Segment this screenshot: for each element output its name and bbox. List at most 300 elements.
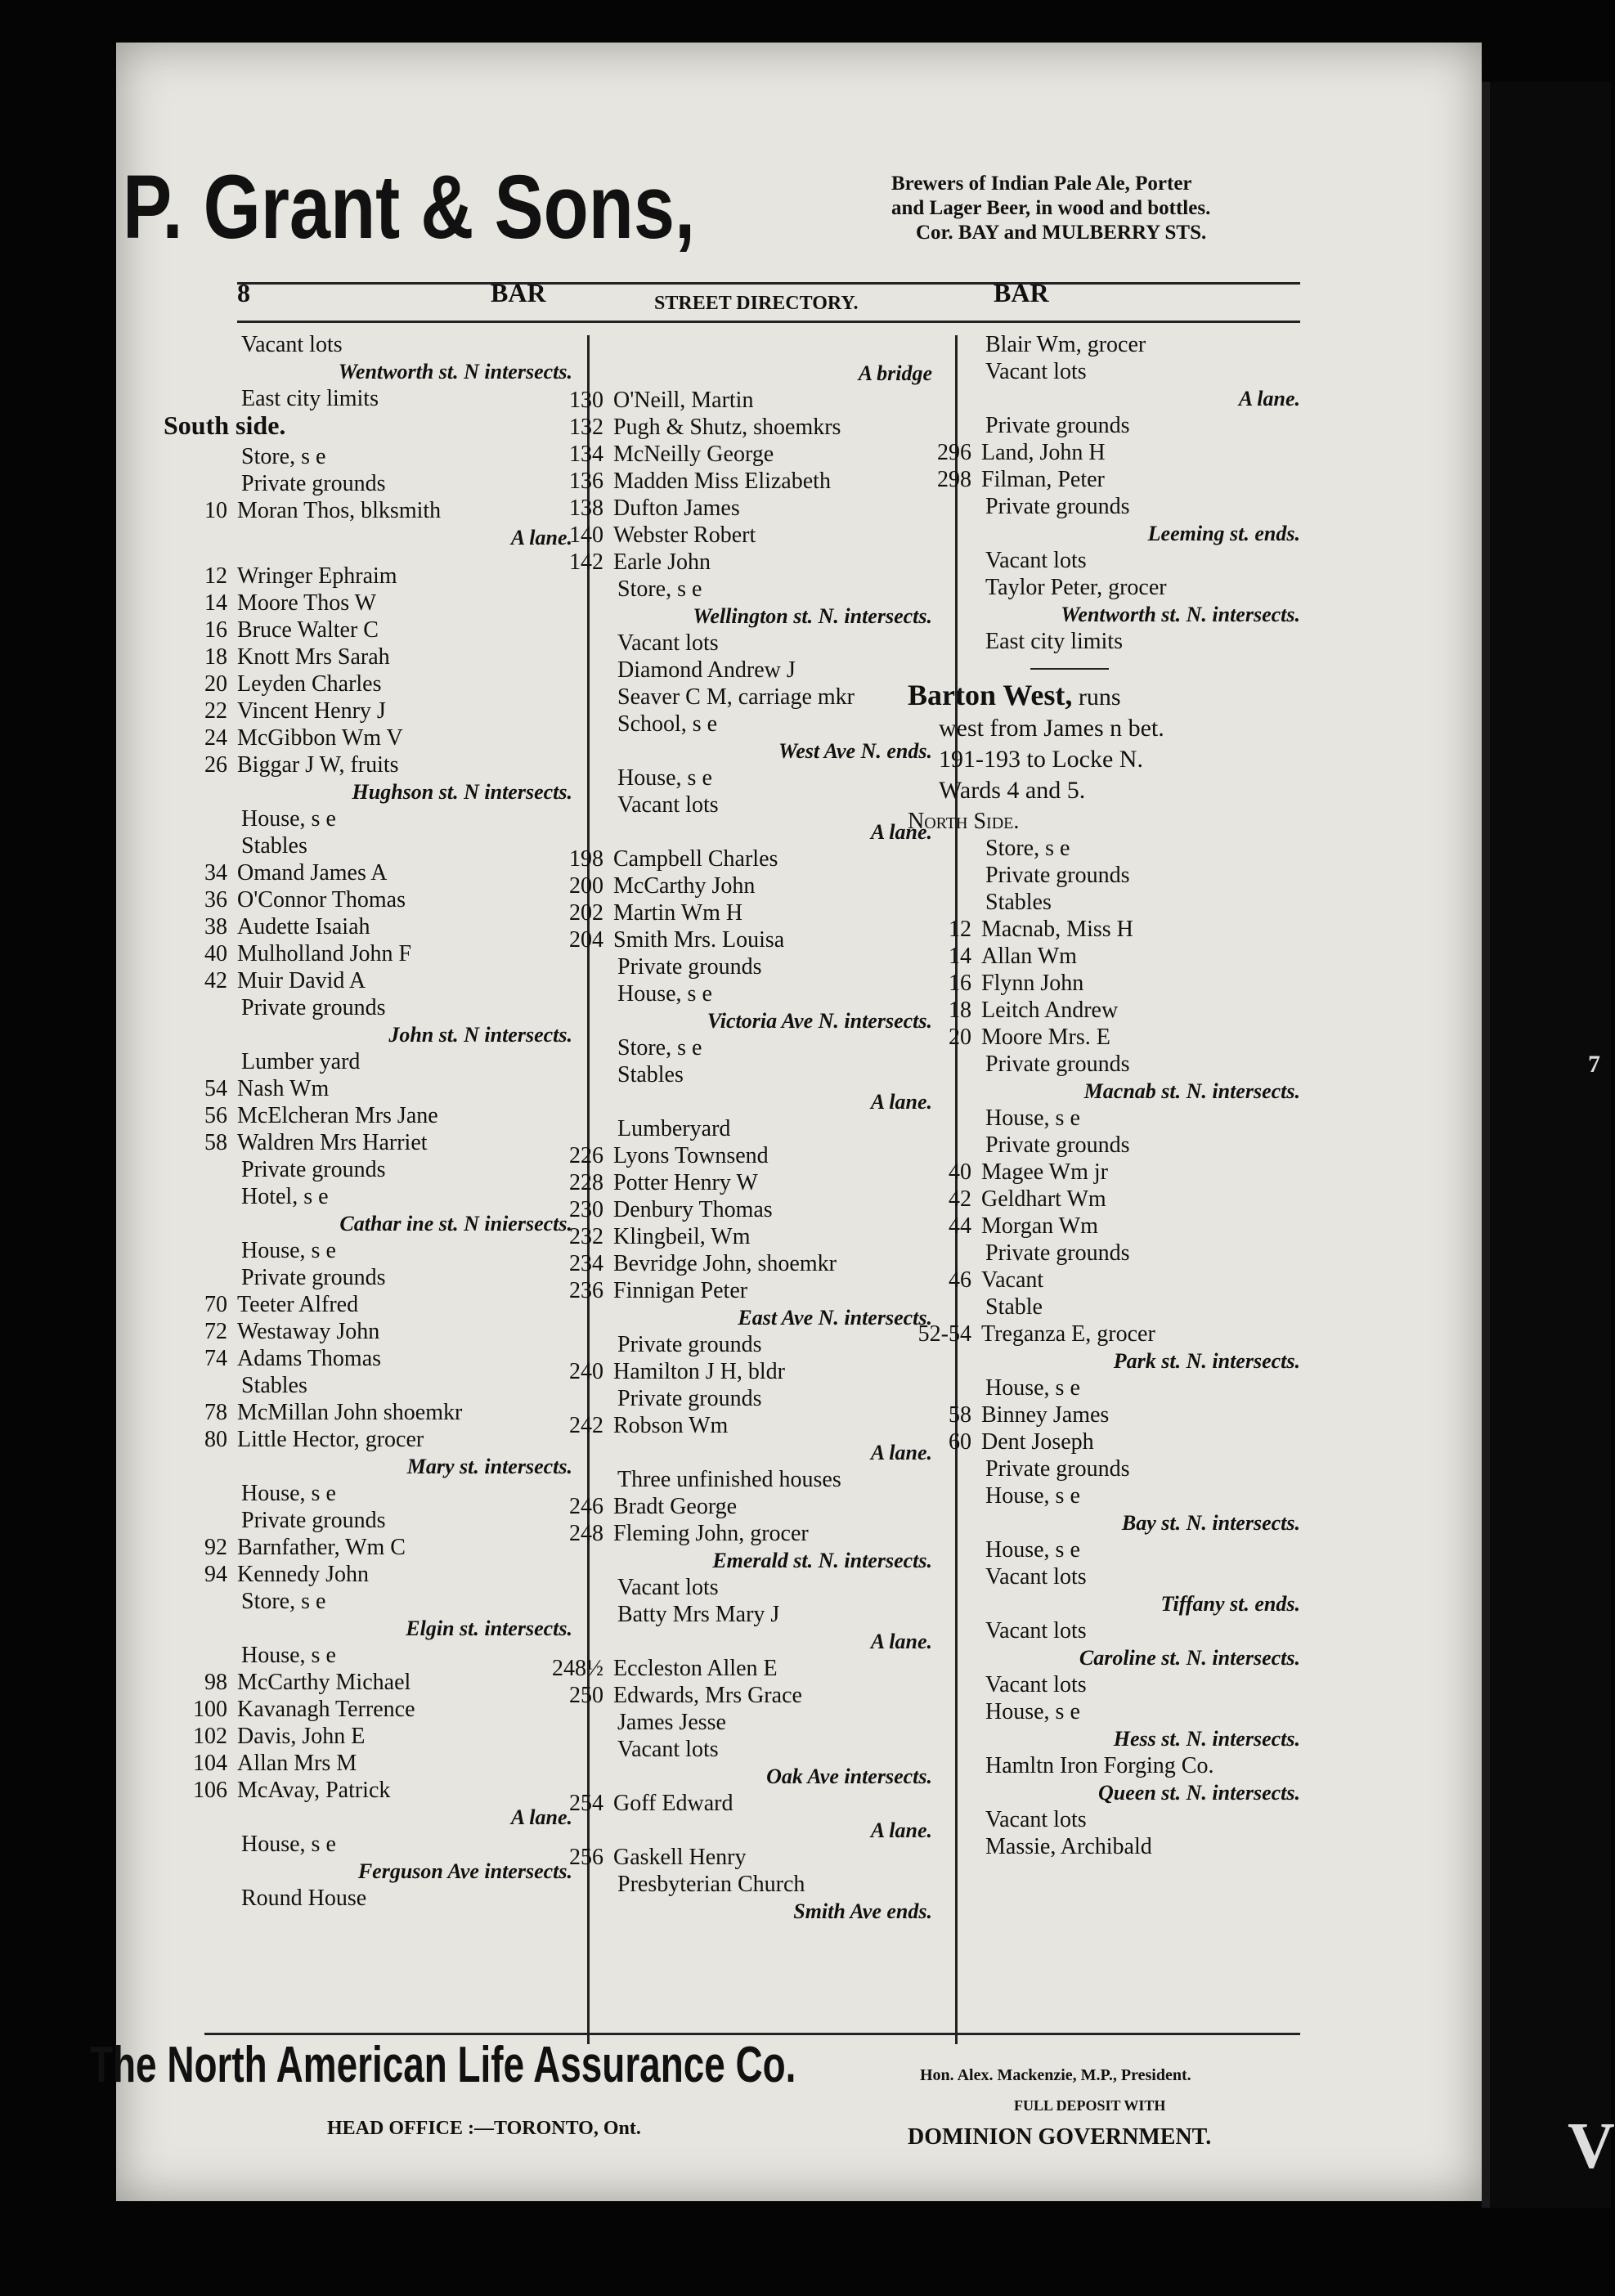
house-number: 234 bbox=[569, 1251, 603, 1276]
cross-street-row bbox=[908, 1779, 1300, 1806]
listing-row bbox=[908, 1051, 1300, 1078]
listing-row bbox=[540, 845, 932, 872]
listing-row bbox=[540, 414, 932, 441]
listing-text: House, s e bbox=[985, 1375, 1080, 1401]
listing-row bbox=[164, 1372, 572, 1399]
cross-street-row bbox=[540, 1088, 932, 1115]
house-number: 74 bbox=[204, 1346, 227, 1371]
cross-street: Wellington st. N. intersects. bbox=[693, 604, 932, 628]
resident-name: Kavanagh Terrence bbox=[237, 1697, 415, 1722]
listing-row bbox=[908, 1105, 1300, 1132]
listing-row bbox=[164, 470, 572, 497]
listing-row bbox=[540, 522, 932, 549]
listing-text: Vacant lots bbox=[985, 1807, 1087, 1832]
house-number: 16 bbox=[949, 971, 971, 996]
listing-text: Stables bbox=[985, 890, 1052, 915]
listing-row bbox=[908, 1240, 1300, 1267]
house-number: 40 bbox=[204, 941, 227, 966]
house-number: 248½ bbox=[552, 1656, 603, 1681]
page-number: 8 bbox=[237, 278, 250, 307]
directory-column-3 bbox=[908, 331, 1300, 1860]
listing-row bbox=[164, 1750, 572, 1777]
listing-row bbox=[540, 1115, 932, 1142]
cross-street: Park st. N. intersects. bbox=[1113, 1349, 1300, 1373]
listing-text: Private grounds bbox=[985, 494, 1130, 519]
listing-row bbox=[164, 1075, 572, 1102]
listing-row bbox=[540, 926, 932, 953]
cross-street-row bbox=[164, 1615, 572, 1642]
house-number: 204 bbox=[569, 927, 603, 953]
resident-name: O'Connor Thomas bbox=[237, 887, 406, 913]
house-number: 228 bbox=[569, 1170, 603, 1195]
resident-name: Westaway John bbox=[237, 1319, 380, 1344]
listing-text: Private grounds bbox=[241, 995, 386, 1020]
listing-row bbox=[908, 628, 1300, 655]
listing-text: Presbyterian Church bbox=[617, 1872, 805, 1897]
listing-row bbox=[908, 1752, 1300, 1779]
listing-row bbox=[540, 468, 932, 495]
listing-text: Stable bbox=[985, 1294, 1043, 1320]
header-rule bbox=[237, 282, 1300, 285]
listing-row bbox=[540, 441, 932, 468]
listing-row bbox=[908, 1374, 1300, 1401]
listing-text: Blair Wm, grocer bbox=[985, 332, 1146, 357]
resident-name: Eccleston Allen E bbox=[613, 1656, 778, 1681]
listing-row bbox=[164, 617, 572, 644]
cross-street: A lane. bbox=[510, 526, 572, 549]
street-name: Barton West, bbox=[908, 679, 1073, 711]
listing-row bbox=[164, 1102, 572, 1129]
house-number: 236 bbox=[569, 1278, 603, 1303]
listing-row bbox=[540, 1466, 932, 1493]
house-number: 12 bbox=[949, 917, 971, 942]
house-number: 36 bbox=[204, 887, 227, 913]
listing-row bbox=[164, 967, 572, 994]
listing-text: Vacant lots bbox=[985, 1618, 1087, 1644]
listing-text: Vacant lots bbox=[241, 332, 343, 357]
resident-name: Kennedy John bbox=[237, 1562, 369, 1587]
resident-name: McGibbon Wm V bbox=[237, 725, 403, 751]
resident-name: Hamilton J H, bldr bbox=[613, 1359, 785, 1384]
house-number: 136 bbox=[569, 469, 603, 494]
cross-street-row bbox=[908, 520, 1300, 547]
listing-row bbox=[540, 953, 932, 980]
listing-row bbox=[540, 872, 932, 899]
house-number: 58 bbox=[204, 1130, 227, 1155]
house-number: 256 bbox=[569, 1845, 603, 1870]
listing-row bbox=[540, 1358, 932, 1385]
cross-street-row bbox=[908, 1590, 1300, 1617]
listing-row bbox=[908, 1536, 1300, 1563]
listing-row bbox=[908, 1132, 1300, 1159]
resident-name: Finnigan Peter bbox=[613, 1278, 748, 1303]
house-number: 38 bbox=[204, 914, 227, 939]
cross-street-row bbox=[540, 1763, 932, 1790]
listing-row bbox=[164, 1669, 572, 1696]
cross-street-row bbox=[540, 603, 932, 630]
listing-text: House, s e bbox=[241, 1832, 336, 1857]
street-description: west from James n bet. bbox=[939, 715, 1164, 742]
listing-row bbox=[540, 1412, 932, 1439]
resident-name: Teeter Alfred bbox=[237, 1292, 359, 1317]
listing-row bbox=[908, 466, 1300, 493]
adjacent-page-edge bbox=[1482, 82, 1615, 2208]
listing-row bbox=[540, 791, 932, 818]
cross-street: A lane. bbox=[870, 1630, 932, 1653]
resident-name: Macnab, Miss H bbox=[981, 917, 1133, 942]
resident-name: Allan Wm bbox=[981, 944, 1077, 969]
listing-row bbox=[164, 1588, 572, 1615]
listing-text: Vacant lots bbox=[985, 1672, 1087, 1697]
listing-row bbox=[164, 331, 572, 358]
house-number: 56 bbox=[204, 1103, 227, 1128]
resident-name: McCarthy Michael bbox=[237, 1670, 411, 1695]
house-number: 20 bbox=[204, 671, 227, 697]
resident-name: Smith Mrs. Louisa bbox=[613, 927, 785, 953]
listing-row bbox=[164, 1237, 572, 1264]
header-title: STREET DIRECTORY. bbox=[654, 293, 859, 314]
listing-row bbox=[164, 832, 572, 859]
ad-government: DOMINION GOVERNMENT. bbox=[908, 2124, 1212, 2150]
cross-street: Leeming st. ends. bbox=[1147, 522, 1300, 545]
cross-street: A lane. bbox=[870, 820, 932, 844]
resident-name: Mulholland John F bbox=[237, 941, 412, 966]
street-heading bbox=[908, 679, 1121, 711]
house-number: 246 bbox=[569, 1494, 603, 1519]
spacer-row bbox=[164, 551, 572, 563]
section-heading: South side. bbox=[164, 410, 286, 440]
listing-text: School, s e bbox=[617, 711, 718, 737]
cross-street: West Ave N. ends. bbox=[778, 739, 932, 763]
resident-name: Binney James bbox=[981, 1402, 1110, 1428]
listing-row bbox=[164, 1723, 572, 1750]
resident-name: Potter Henry W bbox=[613, 1170, 758, 1195]
resident-name: Nash Wm bbox=[237, 1076, 330, 1101]
resident-name: McMillan John shoemkr bbox=[237, 1400, 463, 1425]
listing-text: House, s e bbox=[985, 1483, 1080, 1509]
listing-text: House, s e bbox=[985, 1699, 1080, 1724]
listing-row bbox=[540, 1034, 932, 1061]
listing-row bbox=[164, 1561, 572, 1588]
listing-text: Private grounds bbox=[985, 413, 1130, 438]
listing-text: Massie, Archibald bbox=[985, 1834, 1152, 1859]
listing-text: Hotel, s e bbox=[241, 1184, 329, 1209]
cross-street-row bbox=[164, 778, 572, 805]
listing-row bbox=[540, 1709, 932, 1736]
listing-row bbox=[540, 980, 932, 1007]
resident-name: Magee Wm jr bbox=[981, 1159, 1108, 1185]
listing-text: Seaver C M, carriage mkr bbox=[617, 684, 855, 710]
listing-row bbox=[540, 1736, 932, 1763]
cross-street: Hughson st. N intersects. bbox=[352, 780, 572, 804]
listing-text: House, s e bbox=[617, 765, 712, 791]
house-number: 26 bbox=[204, 752, 227, 778]
listing-row bbox=[164, 1831, 572, 1858]
listing-row bbox=[164, 1642, 572, 1669]
listing-row bbox=[540, 1277, 932, 1304]
listing-text: Vacant lots bbox=[617, 792, 719, 818]
cross-street: Wentworth st. N intersects. bbox=[338, 360, 572, 383]
cross-street-row bbox=[908, 1644, 1300, 1671]
listing-row bbox=[164, 1399, 572, 1426]
listing-row bbox=[540, 684, 932, 711]
cross-street-row bbox=[164, 524, 572, 551]
listing-text: East city limits bbox=[985, 629, 1123, 654]
house-number: 42 bbox=[949, 1186, 971, 1212]
cross-street: Tiffany st. ends. bbox=[1160, 1592, 1300, 1616]
cross-street: Wentworth st. N. intersects. bbox=[1061, 603, 1300, 626]
resident-name: Robson Wm bbox=[613, 1413, 729, 1438]
listing-row bbox=[908, 1455, 1300, 1482]
house-number: 40 bbox=[949, 1159, 971, 1185]
house-number: 78 bbox=[204, 1400, 227, 1425]
resident-name: Pugh & Shutz, shoemkrs bbox=[613, 415, 841, 440]
listing-row bbox=[164, 724, 572, 751]
listing-text: Private grounds bbox=[985, 1456, 1130, 1482]
resident-name: Moore Mrs. E bbox=[981, 1025, 1110, 1050]
house-number: 254 bbox=[569, 1791, 603, 1816]
listing-text: Vacant lots bbox=[985, 359, 1087, 384]
house-number: 296 bbox=[937, 440, 971, 465]
listing-row bbox=[908, 493, 1300, 520]
listing-text: Stables bbox=[241, 833, 307, 859]
house-number: 42 bbox=[204, 968, 227, 993]
house-number: 58 bbox=[949, 1402, 971, 1428]
cross-street-row bbox=[540, 360, 932, 387]
listing-row bbox=[164, 886, 572, 913]
cross-street-row bbox=[164, 1858, 572, 1885]
listing-row bbox=[908, 862, 1300, 889]
listing-text: East city limits bbox=[241, 386, 379, 411]
resident-name: Knott Mrs Sarah bbox=[237, 644, 390, 670]
cross-street: A bridge bbox=[858, 361, 932, 385]
listing-row bbox=[908, 1617, 1300, 1644]
listing-row bbox=[908, 1698, 1300, 1725]
listing-row bbox=[164, 1183, 572, 1210]
listing-row bbox=[540, 387, 932, 414]
house-number: 34 bbox=[204, 860, 227, 886]
house-number: 240 bbox=[569, 1359, 603, 1384]
listing-row bbox=[540, 1601, 932, 1628]
cross-street: A lane. bbox=[870, 1818, 932, 1842]
resident-name: Campbell Charles bbox=[613, 846, 778, 872]
listing-text: Vacant lots bbox=[985, 548, 1087, 573]
listing-row bbox=[908, 1563, 1300, 1590]
resident-name: McNeilly George bbox=[613, 442, 774, 467]
listing-row bbox=[164, 590, 572, 617]
listing-row bbox=[540, 549, 932, 576]
ad-line: Cor. BAY and MULBERRY STS. bbox=[916, 222, 1207, 244]
listing-text: Round House bbox=[241, 1886, 367, 1911]
listing-row bbox=[164, 697, 572, 724]
house-number: 98 bbox=[204, 1670, 227, 1695]
house-number: 10 bbox=[204, 498, 227, 523]
house-number: 200 bbox=[569, 873, 603, 899]
listing-row bbox=[164, 1534, 572, 1561]
resident-name: Davis, John E bbox=[237, 1724, 366, 1749]
listing-row bbox=[540, 1574, 932, 1601]
cross-street-row bbox=[908, 1078, 1300, 1105]
cross-street-row bbox=[908, 601, 1300, 628]
listing-row bbox=[164, 1426, 572, 1453]
header-rule-lower bbox=[237, 321, 1300, 323]
resident-name: Audette Isaiah bbox=[237, 914, 370, 939]
listing-text: Stables bbox=[617, 1062, 684, 1087]
listing-text: James Jesse bbox=[617, 1710, 726, 1735]
listing-text: Private grounds bbox=[985, 1240, 1130, 1266]
resident-name: Leitch Andrew bbox=[981, 998, 1119, 1023]
listing-row bbox=[164, 670, 572, 697]
resident-name: Waldren Mrs Harriet bbox=[237, 1130, 428, 1155]
listing-row bbox=[164, 1777, 572, 1804]
listing-text: Lumber yard bbox=[241, 1049, 361, 1074]
ad-president: Hon. Alex. Mackenzie, M.P., President. bbox=[920, 2066, 1191, 2084]
listing-row bbox=[164, 1480, 572, 1507]
house-number: 70 bbox=[204, 1292, 227, 1317]
cross-street: Caroline st. N. intersects. bbox=[1079, 1646, 1300, 1670]
cross-street-row bbox=[540, 1628, 932, 1655]
resident-name: McCarthy John bbox=[613, 873, 756, 899]
house-number: 230 bbox=[569, 1197, 603, 1222]
cross-street: A lane. bbox=[870, 1090, 932, 1114]
house-number: 24 bbox=[204, 725, 227, 751]
listing-row bbox=[908, 331, 1300, 358]
cross-street-row bbox=[540, 1007, 932, 1034]
listing-row bbox=[164, 1129, 572, 1156]
house-number: 14 bbox=[949, 944, 971, 969]
cross-street: A lane. bbox=[1238, 387, 1300, 410]
house-number: 248 bbox=[569, 1521, 603, 1546]
resident-name: Land, John H bbox=[981, 440, 1106, 465]
listing-row bbox=[540, 630, 932, 657]
house-number: 100 bbox=[193, 1697, 227, 1722]
section-heading-row bbox=[164, 412, 572, 443]
house-number: 242 bbox=[569, 1413, 603, 1438]
listing-text: Vacant lots bbox=[617, 630, 719, 656]
house-number: 104 bbox=[193, 1751, 227, 1776]
listing-row bbox=[164, 805, 572, 832]
cross-street: Ferguson Ave intersects. bbox=[357, 1859, 572, 1883]
listing-text: Private grounds bbox=[617, 1386, 762, 1411]
listing-text: Store, s e bbox=[241, 1589, 326, 1614]
listing-row bbox=[540, 1655, 932, 1682]
listing-row bbox=[540, 1385, 932, 1412]
listing-row bbox=[164, 1885, 572, 1912]
cross-street: Smith Ave ends. bbox=[793, 1899, 932, 1923]
listing-text: Private grounds bbox=[985, 1132, 1130, 1158]
listing-row bbox=[908, 1294, 1300, 1321]
cross-street-row bbox=[540, 738, 932, 765]
cross-street-row bbox=[164, 1021, 572, 1048]
cross-street: A lane. bbox=[870, 1441, 932, 1464]
listing-text: Vacant lots bbox=[617, 1737, 719, 1762]
listing-row bbox=[908, 1267, 1300, 1294]
listing-row bbox=[908, 835, 1300, 862]
listing-text: Private grounds bbox=[241, 1265, 386, 1290]
listing-text: Vacant lots bbox=[985, 1564, 1087, 1590]
listing-text: Stables bbox=[241, 1373, 307, 1398]
resident-name: Moran Thos, blksmith bbox=[237, 498, 442, 523]
house-number: 54 bbox=[204, 1076, 227, 1101]
listing-text: Private grounds bbox=[241, 1157, 386, 1182]
listing-text: House, s e bbox=[241, 1238, 336, 1263]
listing-text: Store, s e bbox=[241, 444, 326, 469]
ad-deposit: FULL DEPOSIT WITH bbox=[1014, 2097, 1166, 2114]
listing-row bbox=[164, 1318, 572, 1345]
listing-text: House, s e bbox=[985, 1105, 1080, 1131]
listing-text: Batty Mrs Mary J bbox=[617, 1602, 780, 1627]
header-street-left: BAR bbox=[491, 278, 546, 307]
listing-row bbox=[908, 1186, 1300, 1213]
cross-street-row bbox=[908, 1725, 1300, 1752]
cross-street: Queen st. N. intersects. bbox=[1098, 1781, 1300, 1805]
advertiser-name: P. Grant & Sons, bbox=[123, 157, 696, 258]
house-number: 134 bbox=[569, 442, 603, 467]
listing-row bbox=[908, 1213, 1300, 1240]
listing-row bbox=[540, 711, 932, 738]
cross-street-row bbox=[540, 1817, 932, 1844]
cross-street-row bbox=[164, 1453, 572, 1480]
listing-row bbox=[540, 1169, 932, 1196]
listing-text: Hamltn Iron Forging Co. bbox=[985, 1753, 1214, 1778]
resident-name: McAvay, Patrick bbox=[237, 1778, 391, 1803]
cross-street: Elgin st. intersects. bbox=[406, 1617, 572, 1640]
cross-street: Hess st. N. intersects. bbox=[1113, 1727, 1300, 1751]
house-number: 102 bbox=[193, 1724, 227, 1749]
cross-street: East Ave N. intersects. bbox=[738, 1306, 932, 1330]
listing-row bbox=[164, 563, 572, 590]
listing-text: Private grounds bbox=[617, 954, 762, 980]
listing-row bbox=[908, 1321, 1300, 1348]
house-number: 106 bbox=[193, 1778, 227, 1803]
house-number: 52-54 bbox=[917, 1321, 971, 1347]
listing-row bbox=[908, 439, 1300, 466]
listing-text: Diamond Andrew J bbox=[617, 657, 796, 683]
resident-name: Fleming John, grocer bbox=[613, 1521, 809, 1546]
listing-row bbox=[164, 1048, 572, 1075]
listing-row bbox=[540, 1844, 932, 1871]
section-heading-row bbox=[908, 808, 1300, 835]
listing-text: Taylor Peter, grocer bbox=[985, 575, 1167, 600]
listing-row bbox=[164, 1156, 572, 1183]
resident-name: Goff Edward bbox=[613, 1791, 733, 1816]
house-number: 232 bbox=[569, 1224, 603, 1249]
listing-row bbox=[540, 657, 932, 684]
advertiser-name-bottom: The North American Life Assurance Co. bbox=[90, 2037, 796, 2093]
house-number: 72 bbox=[204, 1319, 227, 1344]
resident-name: Leyden Charles bbox=[237, 671, 382, 697]
house-number: 202 bbox=[569, 900, 603, 926]
listing-row bbox=[908, 358, 1300, 385]
listing-row bbox=[540, 1682, 932, 1709]
resident-name: Allan Mrs M bbox=[237, 1751, 357, 1776]
house-number: 298 bbox=[937, 467, 971, 492]
cross-street: Macnab st. N. intersects. bbox=[1083, 1079, 1300, 1103]
listing-row bbox=[908, 916, 1300, 943]
resident-name: Bevridge John, shoemkr bbox=[613, 1251, 837, 1276]
listing-row bbox=[908, 1482, 1300, 1509]
listing-text: Store, s e bbox=[985, 836, 1070, 861]
listing-row bbox=[540, 899, 932, 926]
separator-dash bbox=[1030, 668, 1109, 670]
cross-street-row bbox=[540, 818, 932, 845]
cross-street-row bbox=[540, 1547, 932, 1574]
listing-row bbox=[908, 547, 1300, 574]
cross-street-row bbox=[908, 385, 1300, 412]
listing-text: Private grounds bbox=[241, 1508, 386, 1533]
cross-street: A lane. bbox=[510, 1805, 572, 1829]
listing-row bbox=[908, 889, 1300, 916]
